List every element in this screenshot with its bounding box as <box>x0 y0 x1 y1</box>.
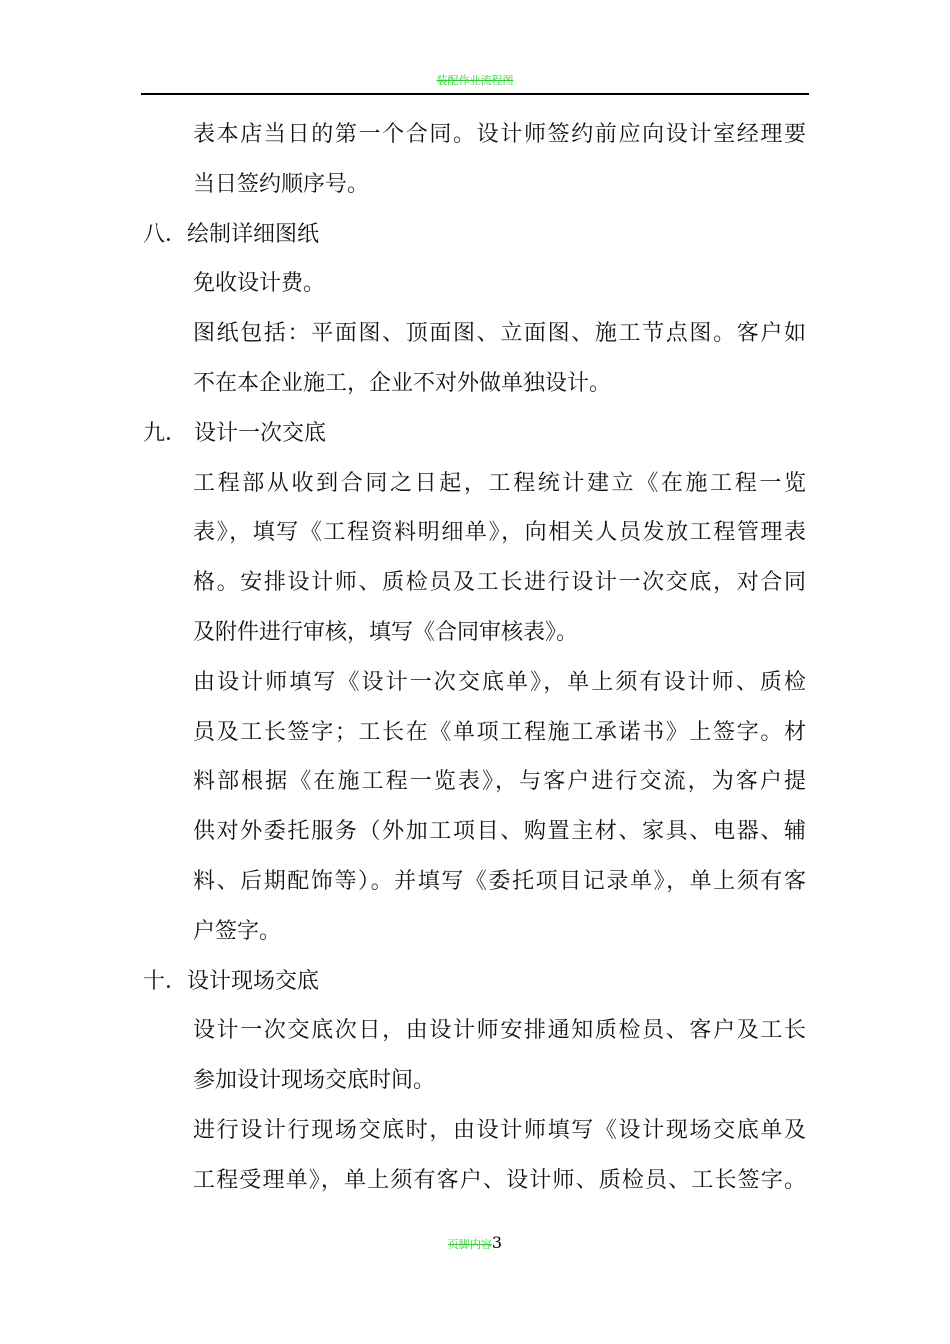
text-line: 料部根据《在施工程一览表》，与客户进行交流，为客户提 <box>193 769 806 795</box>
page-footer <box>0 1233 950 1252</box>
text-line: 由设计师填写《设计一次交底单》，单上须有设计师、质检 <box>193 669 806 695</box>
text-line: 免收设计费。 <box>193 271 326 297</box>
page-header <box>0 72 950 88</box>
section-heading: 九． 设计一次交底 <box>143 420 326 446</box>
header-text: 装配作业流程图 <box>436 74 514 87</box>
header-rule <box>141 93 809 95</box>
text-line: 格。安排设计师、质检员及工长进行设计一次交底，对合同 <box>193 570 806 596</box>
text-line: 员及工长签字；工长在《单项工程施工承诺书》上签字。材 <box>193 719 806 745</box>
text-line: 参加设计现场交底时间。 <box>193 1068 436 1094</box>
text-line: 当日签约顺序号。 <box>193 171 370 197</box>
section-heading: 八．绘制详细图纸 <box>143 221 320 247</box>
text-line: 工程部从收到合同之日起，工程统计建立《在施工程一览 <box>193 470 806 496</box>
footer-text: 页脚内容 <box>447 1238 492 1251</box>
text-line: 表》，填写《工程资料明细单》，向相关人员发放工程管理表 <box>193 520 806 546</box>
text-line: 不在本企业施工，企业不对外做单独设计。 <box>193 371 612 396</box>
text-line: 设计一次交底次日，由设计师安排通知质检员、客户及工长 <box>193 1018 806 1044</box>
text-line: 供对外委托服务（外加工项目、购置主材、家具、电器、辅 <box>193 819 806 845</box>
text-line: 工程受理单》，单上须有客户、设计师、质检员、工长签字。 <box>193 1167 806 1193</box>
text-line: 进行设计行现场交底时，由设计师填写《设计现场交底单及 <box>193 1118 806 1143</box>
text-line: 表本店当日的第一个合同。设计师签约前应向设计室经理要 <box>193 122 806 147</box>
text-line: 户签字。 <box>193 918 282 944</box>
section-heading: 十．设计现场交底 <box>143 968 320 994</box>
text-line: 料、后期配饰等）。并填写《委托项目记录单》，单上须有客 <box>193 869 806 894</box>
page-number: 3 <box>491 1233 503 1252</box>
text-line: 及附件进行审核，填写《合同审核表》。 <box>193 620 579 645</box>
text-line: 图纸包括：平面图、顶面图、立面图、施工节点图。客户如 <box>193 321 806 347</box>
